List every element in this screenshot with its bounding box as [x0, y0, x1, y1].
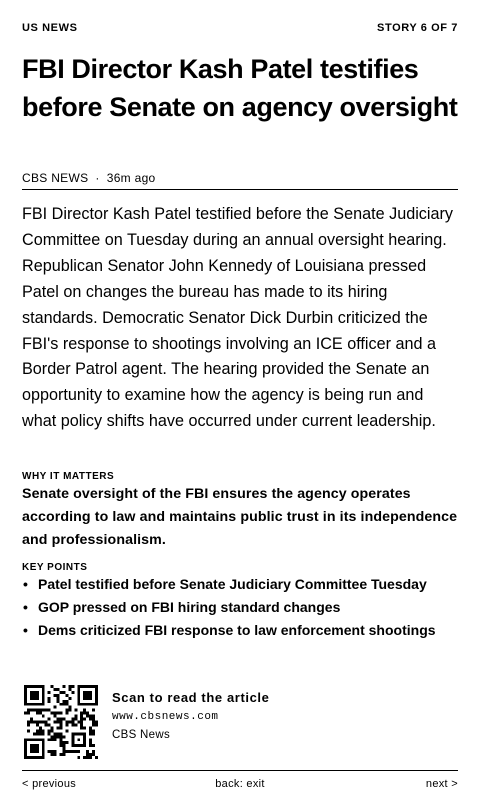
time-ago: 36m ago [106, 171, 156, 185]
article-body: FBI Director Kash Patel testified before the Senate Judiciary Committee on Tuesday during an annual oversight hearing. Republican Senator John Kennedy of Louisiana pressed Patel on changes the bureau has made to its hiring standards. Democratic Senator Dick Durbin criticized the FBI's response to shootings involving an ICE officer and a Border Patrol agent. The hearing provided the Senate an opportunity to examine how the agency is being run and what policy shifts have occurred under current leadership. [22, 205, 453, 431]
byline-separator: · [95, 171, 100, 185]
story-screen [22, 0, 458, 800]
key-point-text: Dems criticized FBI response to law enforcement shootings [38, 622, 436, 638]
bullet-icon: • [23, 599, 28, 615]
key-point-item [22, 596, 458, 619]
qr-code-icon [24, 685, 98, 759]
exit-button[interactable]: back: exit [215, 778, 265, 790]
why-it-matters-label: WHY IT MATTERS [22, 471, 115, 482]
next-button[interactable]: next > [425, 778, 458, 790]
qr-title: Scan to read the article [112, 690, 270, 705]
why-it-matters-text: Senate oversight of the FBI ensures the agency operates according to law and maintains public trust in its independence and professionalism. [22, 486, 458, 548]
qr-source: CBS News [112, 729, 170, 741]
previous-button[interactable]: < previous [22, 778, 77, 790]
key-point-item [22, 619, 458, 642]
headline: FBI Director Kash Patel testifies before Senate on agency oversight [22, 54, 458, 122]
source-name: CBS NEWS [22, 171, 89, 185]
byline [22, 171, 156, 185]
bullet-icon: • [23, 576, 28, 592]
qr-block [22, 685, 458, 761]
story-counter: STORY 6 OF 7 [377, 22, 458, 34]
headline-divider [22, 189, 458, 190]
key-point-item [22, 573, 458, 596]
bullet-icon: • [23, 622, 28, 638]
section-label: US NEWS [22, 22, 78, 34]
footer-divider [22, 770, 458, 771]
key-points-list [22, 573, 458, 642]
key-points-label: KEY POINTS [22, 562, 88, 573]
qr-url: www.cbsnews.com [112, 711, 219, 723]
footer-nav [22, 778, 458, 794]
key-point-text: Patel testified before Senate Judiciary Committee Tuesday [38, 576, 427, 592]
top-bar [22, 21, 458, 35]
key-point-text: GOP pressed on FBI hiring standard changes [38, 599, 341, 615]
